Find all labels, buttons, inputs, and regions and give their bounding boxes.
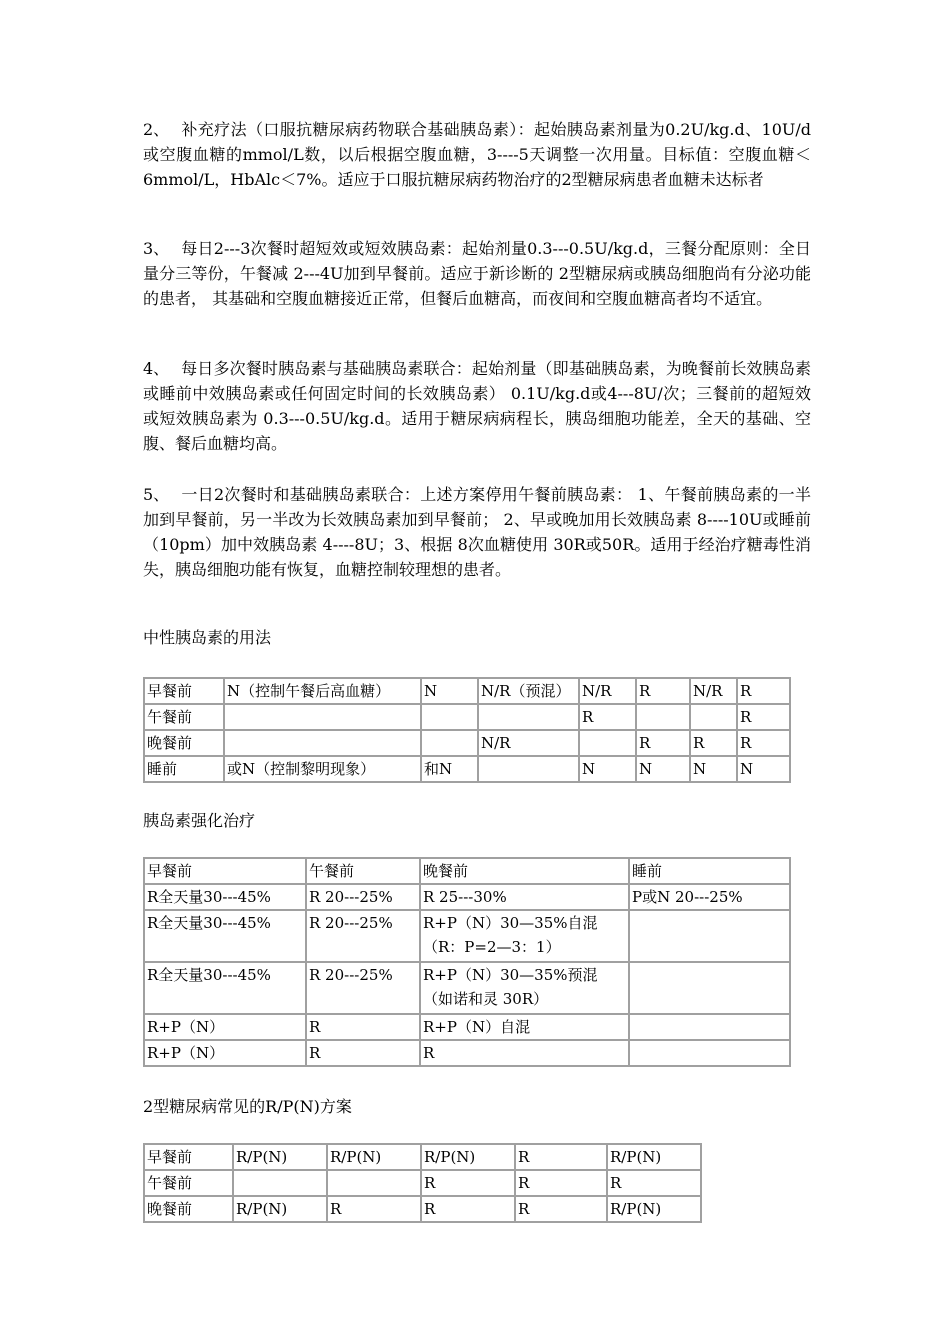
table-row [144,1014,790,1040]
table-cell: R+P（N）30—35%预混（如诺和灵 30R） [420,962,629,1014]
table-cell: R [636,678,690,704]
table-cell: N/R [690,678,737,704]
table-cell: R [306,1040,420,1066]
paragraph-2 [143,117,811,192]
table-cell: R [306,1014,420,1040]
table3-title: 2型糖尿病常见的R/P(N)方案 [143,1097,352,1116]
table-cell: N（控制午餐后高血糖） [224,678,421,704]
table-cell: R [690,730,737,756]
table-cell: P或N 20---25% [629,884,790,910]
table-cell: 午餐前 [306,858,420,884]
table-cell [478,704,579,730]
table-cell: R/P(N) [233,1196,327,1222]
table-cell: 睡前 [144,756,224,782]
table-cell: R [737,730,790,756]
paragraph-text: 补充疗法（口服抗糖尿病药物联合基础胰岛素）：起始胰岛素剂量为0.2U/kg.d、10U/d或空腹血糖的mmol/L数，以后根据空腹血糖，3----5天调整一次用量。目标值：空腹血糖＜6mmol/L，HbAlc＜7%。适应于口服抗糖尿病药物治疗的2型糖尿病患者血糖未达标者 [143,120,811,189]
table-cell: N/R [579,678,636,704]
table-cell [629,1014,790,1040]
table-cell: N [421,678,478,704]
table-cell: R 20---25% [306,962,420,1014]
table-cell: R [515,1196,607,1222]
table-cell: R [421,1196,515,1222]
table-cell: R [327,1196,421,1222]
table-cell [690,704,737,730]
table-cell [629,962,790,1014]
table-row [144,1196,701,1222]
paragraph-number: 3、 [143,239,170,258]
table-cell: R [515,1170,607,1196]
paragraph-text: 每日多次餐时胰岛素与基础胰岛素联合：起始剂量（即基础胰岛素，为晚餐前长效胰岛素或睡前中效胰岛素或任何固定时间的长效胰岛素） 0.1U/kg.d或4---8U/次；三餐前的超短效或短效胰岛素为 0.3---0.5U/kg.d。适用于糖尿病病程长，胰岛细胞功能差，全天的基础、空腹、餐后血糖均高。 [143,359,811,453]
paragraph-3 [143,236,811,311]
table-cell: 和N [421,756,478,782]
table2-title: 胰岛素强化治疗 [143,811,256,830]
table-cell [224,704,421,730]
table-cell: 早餐前 [144,678,224,704]
table-row [144,1144,701,1170]
table-row [144,1170,701,1196]
table-cell: R/P(N) [607,1196,701,1222]
table-cell [421,704,478,730]
table-row [144,704,790,730]
table-row [144,1040,790,1066]
table-cell: N [737,756,790,782]
table-cell: R 25---30% [420,884,629,910]
table-cell: R [737,704,790,730]
paragraph-text: 每日2---3次餐时超短效或短效胰岛素：起始剂量0.3---0.5U/kg.d，三餐分配原则：全日量分三等份，午餐减 2---4U加到早餐前。适应于新诊断的 2型糖尿病或胰岛细胞尚有分泌功能的患者， 其基础和空腹血糖接近正常，但餐后血糖高，而夜间和空腹血糖高者均不适宜。 [143,239,811,308]
table-cell: 午餐前 [144,1170,233,1196]
table-row [144,756,790,782]
intensive-insulin-table [143,857,791,1067]
table-cell: R [737,678,790,704]
table-cell: R 20---25% [306,910,420,962]
table-cell: R+P（N） [144,1014,306,1040]
table-cell: 晚餐前 [420,858,629,884]
table-cell [421,730,478,756]
table-cell: N/R [478,730,579,756]
table-cell: R 20---25% [306,884,420,910]
table-cell: R [515,1144,607,1170]
table-cell: R+P（N）30—35%自混（R：P=2—3：1） [420,910,629,962]
table-cell [478,756,579,782]
paragraph-4 [143,356,811,456]
table-row [144,858,790,884]
table-cell: R [607,1170,701,1196]
table-cell: R/P(N) [607,1144,701,1170]
table-cell: R [636,730,690,756]
table-cell: R/P(N) [327,1144,421,1170]
table-cell: R全天量30---45% [144,910,306,962]
paragraph-number: 5、 [143,485,170,504]
paragraph-number: 2、 [143,120,170,139]
table-cell [224,730,421,756]
table-cell [636,704,690,730]
table-cell: 早餐前 [144,1144,233,1170]
table-cell: N [579,756,636,782]
table-cell: N [690,756,737,782]
table-cell: R [421,1170,515,1196]
table-cell: R [579,704,636,730]
table-cell [233,1170,327,1196]
table-cell: 晚餐前 [144,730,224,756]
table-row [144,730,790,756]
table-cell [579,730,636,756]
table-row [144,678,790,704]
table-cell: R全天量30---45% [144,884,306,910]
table-cell: 晚餐前 [144,1196,233,1222]
table-cell: R [420,1040,629,1066]
table-cell [629,1040,790,1066]
table-cell: 早餐前 [144,858,306,884]
table-cell: R+P（N）自混 [420,1014,629,1040]
neutral-insulin-table [143,677,791,783]
table1-title: 中性胰岛素的用法 [143,628,272,647]
table-cell [629,910,790,962]
table-row [144,962,790,1014]
table-cell: 午餐前 [144,704,224,730]
table-cell: R/P(N) [233,1144,327,1170]
table-cell: 或N（控制黎明现象） [224,756,421,782]
paragraph-text: 一日2次餐时和基础胰岛素联合：上述方案停用午餐前胰岛素： 1、午餐前胰岛素的一半加到早餐前，另一半改为长效胰岛素加到早餐前； 2、早或晚加用长效胰岛素 8----10U或睡前（10pm）加中效胰岛素 4----8U；3、根据 8次血糖使用 30R或50R。适用于经治疗糖毒性消失，胰岛细胞功能有恢复，血糖控制较理想的患者。 [143,485,811,579]
paragraph-number: 4、 [143,359,170,378]
table-cell [327,1170,421,1196]
table-cell: R全天量30---45% [144,962,306,1014]
rpn-regimen-table [143,1143,702,1223]
table-cell: 睡前 [629,858,790,884]
table-cell: N [636,756,690,782]
table-row [144,910,790,962]
table-cell: R/P(N) [421,1144,515,1170]
table-cell: R+P（N） [144,1040,306,1066]
table-row [144,884,790,910]
paragraph-5 [143,482,811,582]
table-cell: N/R（预混） [478,678,579,704]
